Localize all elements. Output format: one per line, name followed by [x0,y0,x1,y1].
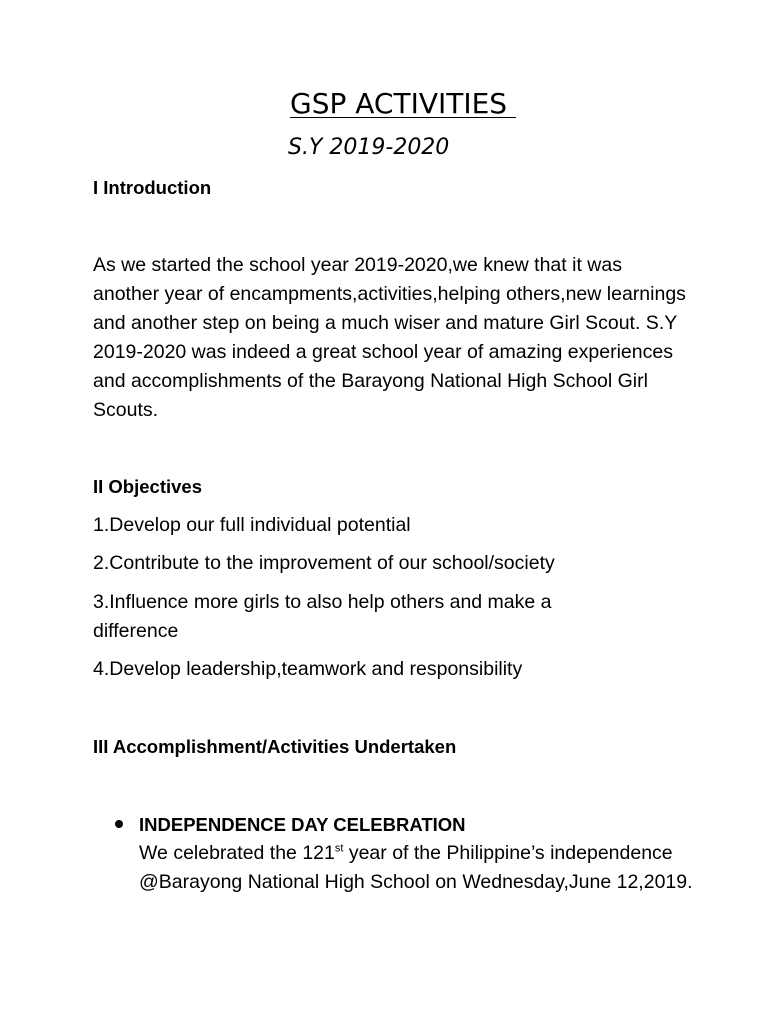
bullet-heading-independence-day: INDEPENDENCE DAY CELEBRATION [139,814,466,835]
document-subtitle: S.Y 2019-2020 [288,135,450,160]
objective-item-3: 3.Influence more girls to also help others and make a difference [93,591,552,642]
objective-item-1: 1.Develop our full individual potential [93,514,411,536]
bullet-text-independence-day [139,839,699,897]
document-title: GSP ACTIVITIES [290,87,516,120]
bullet-dot-icon [115,820,123,828]
bullet-text-before: We celebrated the 121 [139,842,335,864]
objective-item-4: 4.Develop leadership,teamwork and responsibility [93,658,523,680]
ordinal-superscript: st [334,842,344,855]
accomplishments-heading: III Accomplishment/Activities Undertaken [93,736,457,757]
objective-item-2: 2.Contribute to the improvement of our school/society [93,552,555,574]
introduction-heading: I Introduction [93,177,212,198]
introduction-paragraph: As we started the school year 2019-2020,we knew that it was another year of encampments,activities,helping others,new learnings and another step on being a much wiser and mature Girl Scout. S.Y 2019-2020 was indeed a great school year of amazing experiences and accomplishments of the Barayong National High School Girl Scouts. [93,254,686,421]
bullet-text-after: year of the Philippine’s independence @Barayong National High School on Wednesday,June 12,2019. [139,842,693,893]
objectives-heading: II Objectives [93,476,202,497]
